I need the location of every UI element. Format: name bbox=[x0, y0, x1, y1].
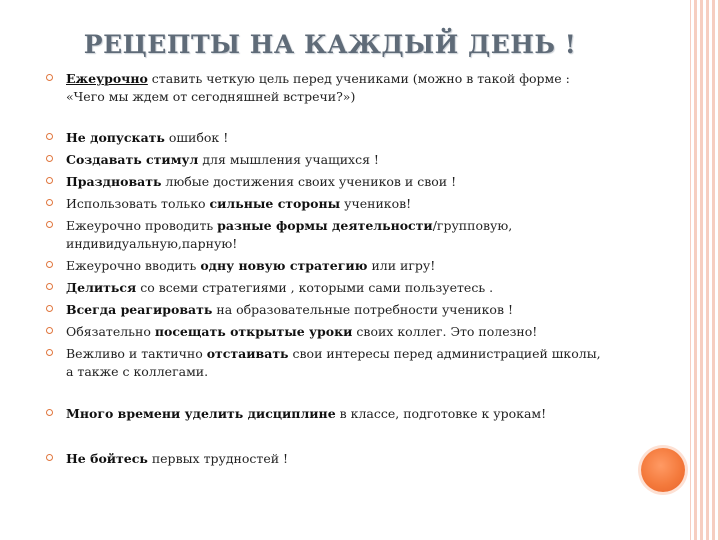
list-item bbox=[46, 279, 606, 297]
item-keyword: Ежеурочно bbox=[66, 71, 148, 86]
item-text: Использовать только bbox=[66, 196, 210, 211]
bullet-icon bbox=[46, 261, 53, 268]
list-item bbox=[46, 405, 606, 423]
bullet-icon bbox=[46, 409, 53, 416]
item-text: свои интересы перед администрацией школы, а также с коллегами. bbox=[66, 346, 601, 379]
bullet-icon bbox=[46, 305, 53, 312]
bullet-icon bbox=[46, 454, 53, 461]
item-text: ошибок ! bbox=[164, 130, 229, 145]
bullet-icon bbox=[46, 199, 53, 206]
item-keyword: одну новую стратегию bbox=[200, 258, 368, 273]
list-item bbox=[46, 195, 606, 213]
item-keyword: Много времени уделить дисциплине bbox=[66, 406, 336, 421]
bullet-icon bbox=[46, 177, 53, 184]
item-text: любые достижения своих учеников и свои ! bbox=[161, 174, 457, 189]
slide-title: РЕЦЕПТЫ НА КАЖДЫЙ ДЕНЬ ! bbox=[83, 30, 577, 59]
item-keyword: Праздновать bbox=[66, 174, 162, 189]
item-keyword: сильные стороны bbox=[209, 196, 341, 211]
item-keyword: Делиться bbox=[66, 280, 137, 295]
bullet-icon bbox=[46, 327, 53, 334]
item-keyword: Всегда реагировать bbox=[66, 302, 213, 317]
recipe-list bbox=[46, 70, 606, 468]
item-text: учеников! bbox=[340, 196, 412, 211]
list-item bbox=[46, 257, 606, 275]
item-keyword: Не допускать bbox=[66, 130, 165, 145]
bullet-icon bbox=[46, 221, 53, 228]
bullet-icon bbox=[46, 133, 53, 140]
item-text: Ежеурочно проводить bbox=[66, 218, 218, 233]
list-item bbox=[46, 173, 606, 191]
bullet-icon bbox=[46, 74, 53, 81]
list-item bbox=[46, 151, 606, 169]
list-item bbox=[46, 301, 606, 319]
item-text: /групповую, индивидуальную,парную! bbox=[66, 218, 513, 251]
decorative-stripes bbox=[682, 0, 720, 540]
item-text: Ежеурочно вводить bbox=[66, 258, 201, 273]
item-text: ставить четкую цель перед учениками (можно в такой форме : «Чего мы ждем от сегодняшней встречи?») bbox=[66, 71, 570, 104]
decorative-circle bbox=[641, 448, 685, 492]
item-text: первых трудностей ! bbox=[147, 451, 289, 466]
item-keyword: разные формы деятельности bbox=[217, 218, 433, 233]
item-text: или игру! bbox=[367, 258, 436, 273]
bullet-icon bbox=[46, 155, 53, 162]
list-item bbox=[46, 323, 606, 341]
item-text: на образовательные потребности учеников ! bbox=[212, 302, 513, 317]
list-item bbox=[46, 129, 606, 147]
bullet-icon bbox=[46, 283, 53, 290]
bullet-icon bbox=[46, 349, 53, 356]
item-keyword: отстаивать bbox=[206, 346, 289, 361]
list-item bbox=[46, 70, 606, 106]
item-keyword: Не бойтесь bbox=[66, 451, 148, 466]
item-text: своих коллег. Это полезно! bbox=[352, 324, 538, 339]
item-text: Вежливо и тактично bbox=[66, 346, 207, 361]
item-keyword: Создавать стимул bbox=[66, 152, 199, 167]
list-item bbox=[46, 450, 606, 468]
list-item bbox=[46, 217, 606, 253]
item-text: для мышления учащихся ! bbox=[198, 152, 379, 167]
item-text: со всеми стратегиями , которыми сами пользуетесь . bbox=[136, 280, 494, 295]
list-item bbox=[46, 345, 606, 381]
item-text: Обязательно bbox=[66, 324, 155, 339]
item-keyword: посещать открытые уроки bbox=[154, 324, 353, 339]
item-text: в классе, подготовке к урокам! bbox=[335, 406, 547, 421]
